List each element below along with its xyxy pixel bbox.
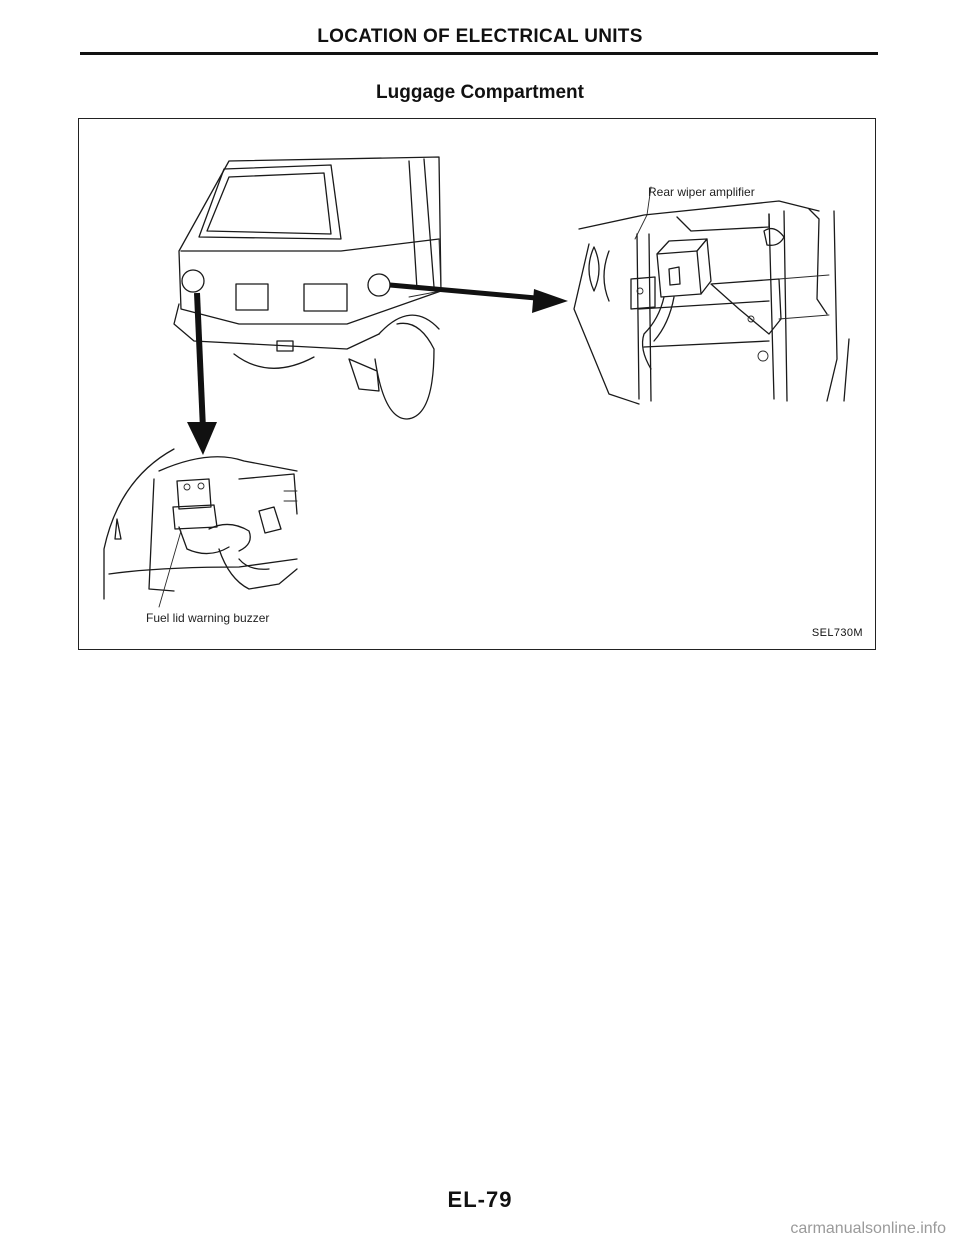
- rear-wiper-amplifier-detail: [574, 187, 849, 404]
- header-rule: [80, 52, 878, 55]
- fuel-lid-buzzer-detail: [104, 449, 297, 607]
- section-title: Luggage Compartment: [376, 82, 584, 103]
- circle-marker-icon: [182, 270, 204, 292]
- figure-code: SEL730M: [811, 627, 863, 639]
- figure-frame: [78, 118, 876, 650]
- page-number: EL-79: [447, 1187, 513, 1212]
- watermark: carmanualsonline.info: [790, 1220, 946, 1237]
- rear-wiper-amplifier-label: Rear wiper amplifier: [648, 185, 755, 199]
- page-header-title: LOCATION OF ELECTRICAL UNITS: [317, 26, 643, 47]
- circle-marker-icon: [368, 274, 390, 296]
- fuel-lid-warning-buzzer-label: Fuel lid warning buzzer: [146, 611, 270, 625]
- figure-illustration: [79, 119, 874, 648]
